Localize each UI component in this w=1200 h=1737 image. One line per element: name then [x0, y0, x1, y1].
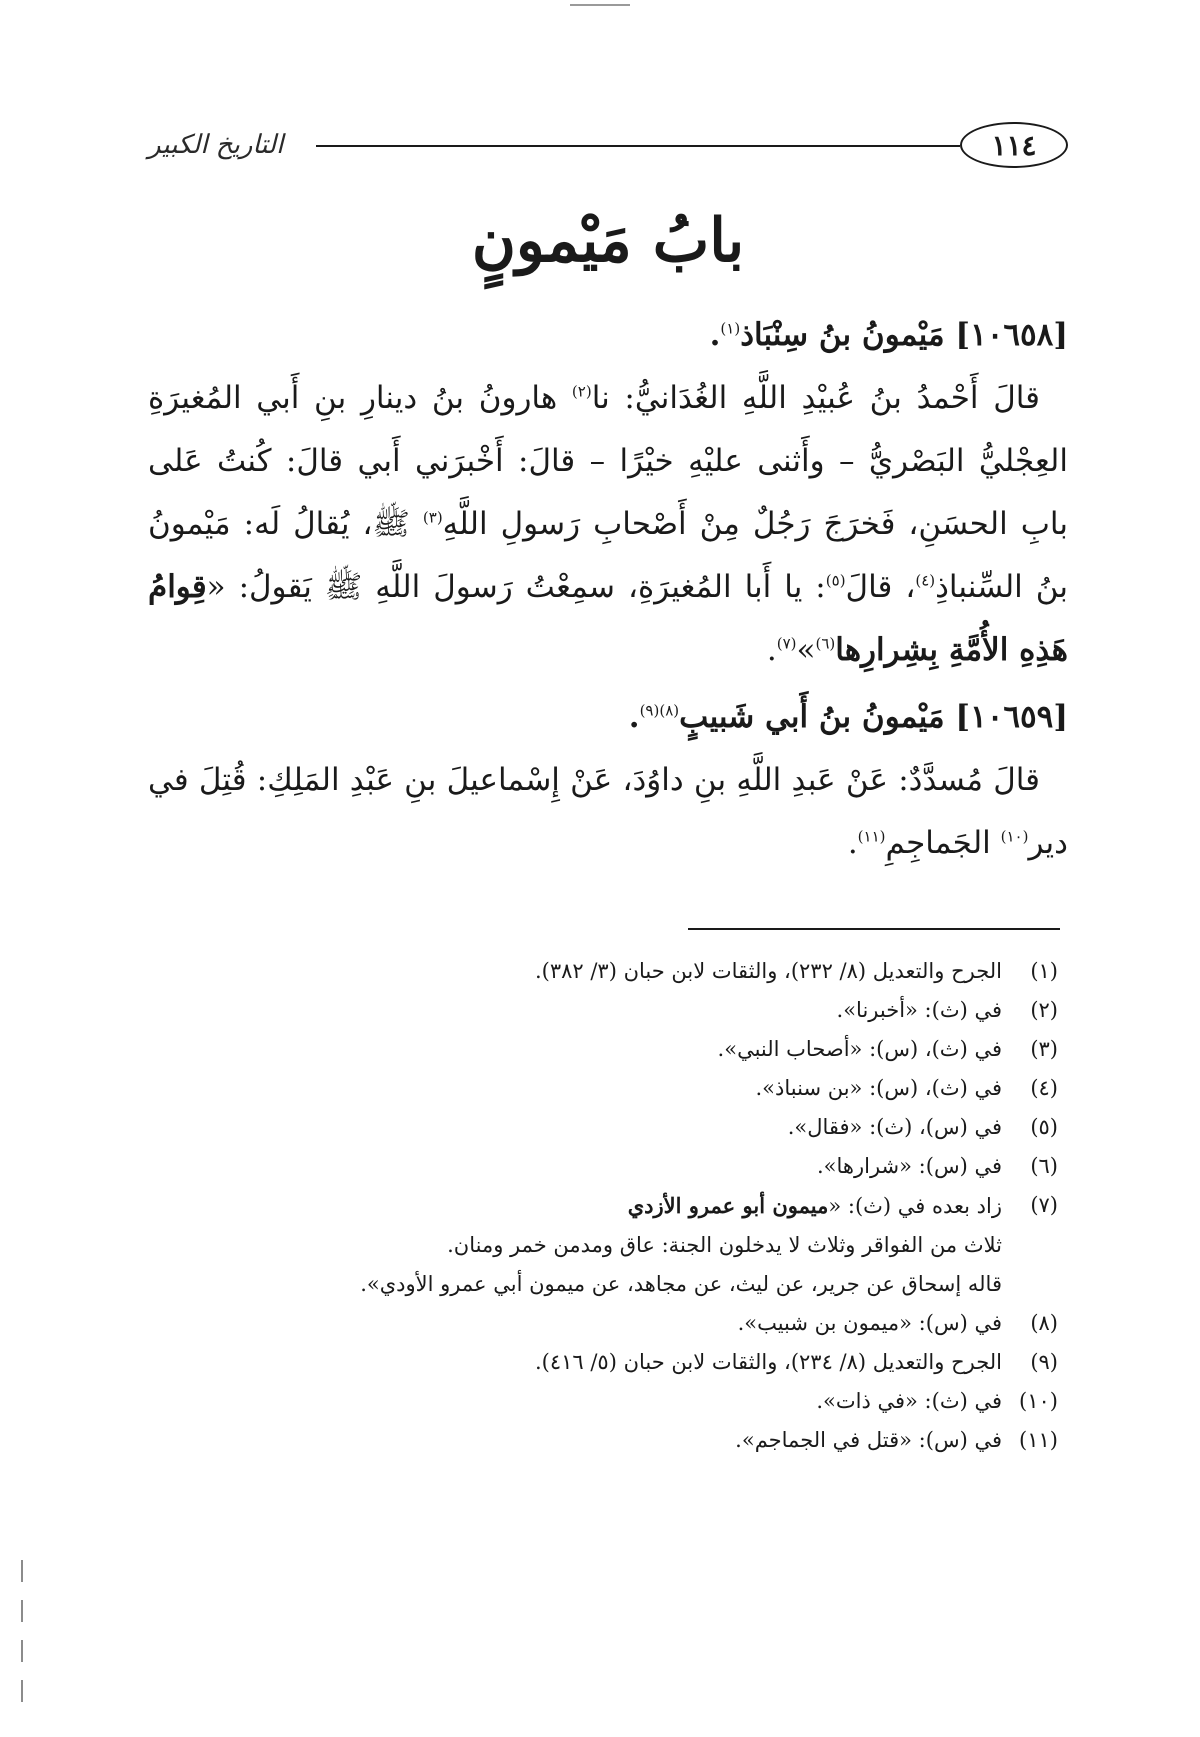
- footnote-ref: (٧): [776, 634, 797, 653]
- footnote: (٥) في (س)، (ث): «فقال».: [787, 1115, 1058, 1139]
- footnote-separator: [688, 928, 1060, 930]
- scan-smudge: [570, 4, 630, 6]
- footnotes: [148, 952, 1058, 1460]
- footnote: (٦) في (س): «شرارها».: [817, 1154, 1058, 1178]
- footnote-ref: (٦): [815, 634, 836, 653]
- footnote: (٣) في (ث)، (س): «أصحاب النبي».: [717, 1037, 1058, 1061]
- footnote: (٧) زاد بعده في (ث): «ميمون أبو عمرو الأزدي: [627, 1193, 1058, 1218]
- footnote: (١٠) في (ث): «في ذات».: [816, 1389, 1058, 1413]
- footnote: (٤) في (ث)، (س): «بن سنباذ».: [755, 1076, 1058, 1100]
- footnote: (٩) الجرح والتعديل (٨/ ٢٣٤)، والثقات لابن حبان (٥/ ٤١٦).: [534, 1350, 1058, 1374]
- entry-heading: [١٠٦٥٨] مَيْمونُ بنُ سِنْبَاذ$^{(١)}$.: [709, 317, 1068, 353]
- footnote-ref: (٢): [571, 382, 592, 401]
- footnote-ref: (٨)(٩): [639, 701, 680, 720]
- running-title: التاريخ الكبير: [148, 130, 284, 160]
- entry-text: قالَ أَحْمدُ بنُ عُبيْدِ اللَّهِ الغُدَانيُّ: نا$^{(٢)}$ هارونُ بنُ دينارِ بنِ أَبي المُغيرَةِ العِجْليُّ البَصْريُّ – وأَثنى عليْهِ خيْرًا – قالَ: أَخْبرَني أَبي قالَ: كُنتُ عَلى بابِ الحسَنِ، فَخرَجَ رَجُلٌ مِنْ أَصْحابِ رَسولِ اللَّهِ$^{(٣)}$ ﷺ، يُقالُ لَه: مَيْمونُ بنُ السِّنباذِ$^{(٤)}$، قالَ$^{(٥)}$: يا أَبا المُغيرَةِ، سمِعْتُ رَسولَ اللَّهِ ﷺ يَقولُ: «قِوامُ هَذِهِ الأُمَّةِ بِشِرارِها$^{(٦)}$»$^{(٧)}$.: [148, 380, 1068, 668]
- footnote: (٢) في (ث): «أخبرنا».: [836, 998, 1058, 1022]
- entry-text: قالَ مُسدَّدٌ: عَنْ عَبدِ اللَّهِ بنِ داوُدَ، عَنْ إِسْماعيلَ بنِ عَبْدِ المَلِكِ: قُتِلَ في دير$^{(١٠)}$ الجَماجِمِ$^{(١١)}$.: [148, 762, 1068, 861]
- footnote-ref: (١٠): [1000, 827, 1029, 846]
- chapter-title: بابُ مَيْمونٍ: [471, 206, 745, 276]
- footnote: (١١) في (س): «قتل في الجماجم».: [735, 1428, 1058, 1452]
- page-header: [148, 122, 1068, 168]
- page-number: ١١٤: [960, 122, 1068, 168]
- main-text: [148, 300, 1068, 875]
- footnote: (١) الجرح والتعديل (٨/ ٢٣٢)، والثقات لابن حبان (٣/ ٣٨٢).: [534, 959, 1058, 983]
- footnote-ref: (٤): [915, 571, 936, 590]
- footnote-ref: (١): [720, 319, 741, 338]
- footnote-ref: (٣): [422, 508, 443, 527]
- footnote-continuation: ثلاث من الفواقر وثلاث لا يدخلون الجنة: عاق ومدمن خمر ومنان.: [447, 1233, 1002, 1257]
- entry-heading: [١٠٦٥٩] مَيْمونُ بنُ أَبي شَبيبٍ$^{(٨)(٩)}$.: [628, 699, 1068, 735]
- footnote-continuation: قاله إسحاق عن جرير، عن ليث، عن مجاهد، عن ميمون أبي عمرو الأودي».: [360, 1272, 1002, 1296]
- scan-margin-marks: [21, 1560, 24, 1730]
- header-rule: [316, 145, 960, 147]
- footnote: (٨) في (س): «ميمون بن شبيب».: [737, 1311, 1058, 1335]
- hadith-text: قِوامُ هَذِهِ الأُمَّةِ بِشِرارِها: [148, 569, 1068, 668]
- footnote-ref: (٥): [825, 571, 846, 590]
- footnote-ref: (١١): [857, 827, 886, 846]
